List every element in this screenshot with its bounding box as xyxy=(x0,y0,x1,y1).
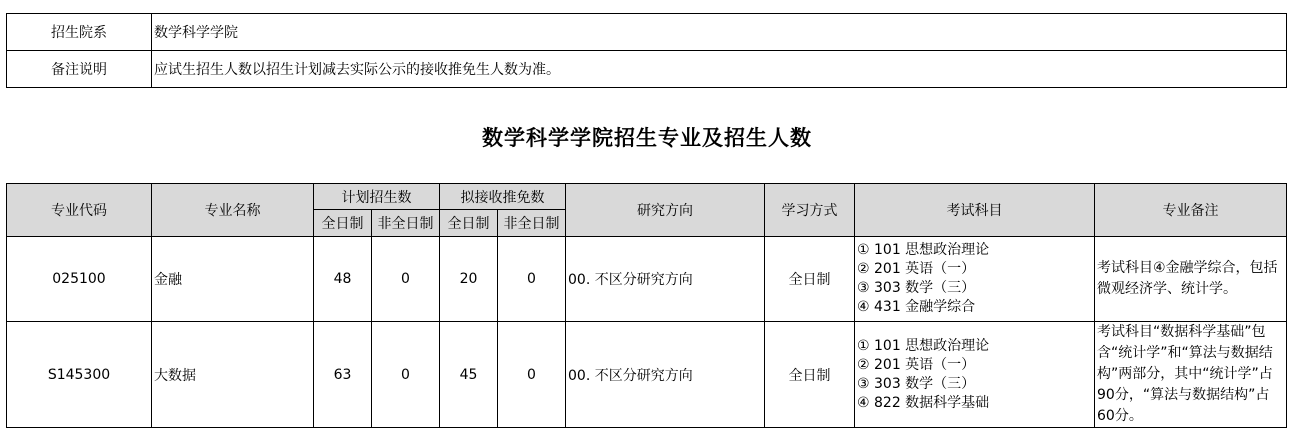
remark-value: 应试生招生人数以招生计划减去实际公示的接收推免生人数为准。 xyxy=(152,51,1287,88)
table-header-row xyxy=(7,184,1287,210)
header-major-code: 专业代码 xyxy=(7,184,152,237)
recommend-full-time-cell: 45 xyxy=(440,322,498,428)
recommend-full-time-cell: 20 xyxy=(440,237,498,322)
plan-full-time-cell: 48 xyxy=(314,237,372,322)
remark-label: 备注说明 xyxy=(7,51,152,88)
exam-subject-item: ② 201 英语（一） xyxy=(857,356,976,373)
plan-part-time-cell: 0 xyxy=(372,237,440,322)
study-mode-cell: 全日制 xyxy=(765,237,855,322)
recommend-part-time-cell: 0 xyxy=(498,237,566,322)
exam-subjects-cell xyxy=(855,322,1095,428)
table-row xyxy=(7,237,1287,322)
header-recommended-admission: 拟接收推免数 xyxy=(440,184,566,210)
info-row-remark xyxy=(7,51,1287,88)
department-value: 数学科学学院 xyxy=(152,14,1287,51)
enrollment-info-table xyxy=(6,13,1287,88)
exam-subject-item: ③ 303 数学（三） xyxy=(857,375,976,392)
major-code-cell: 025100 xyxy=(7,237,152,322)
research-direction-cell: 00. 不区分研究方向 xyxy=(566,322,765,428)
table-row xyxy=(7,322,1287,428)
study-mode-cell: 全日制 xyxy=(765,322,855,428)
exam-subject-item: ② 201 英语（一） xyxy=(857,261,976,277)
exam-subject-item: ④ 822 数据科学基础 xyxy=(857,394,990,411)
plan-full-time-cell: 63 xyxy=(314,322,372,428)
major-note-cell: 考试科目“数据科学基础”包含“统计学”和“算法与数据结构”两部分，其中“统计学”占90分，“算法与数据结构”占60分。 xyxy=(1095,322,1287,428)
recommend-part-time-cell: 0 xyxy=(498,322,566,428)
major-note-cell: 考试科目④金融学综合，包括微观经济学、统计学。 xyxy=(1095,237,1287,322)
exam-subject-item: ③ 303 数学（三） xyxy=(857,280,976,296)
exam-subjects-cell xyxy=(855,237,1095,322)
major-name-cell: 大数据 xyxy=(152,322,314,428)
subheader-recommend-full-time: 全日制 xyxy=(440,210,498,237)
plan-part-time-cell: 0 xyxy=(372,322,440,428)
major-enrollment-table xyxy=(6,183,1287,428)
major-name-cell: 金融 xyxy=(152,237,314,322)
info-row-department xyxy=(7,14,1287,51)
header-major-note: 专业备注 xyxy=(1095,184,1287,237)
major-code-cell: S145300 xyxy=(7,322,152,428)
subheader-recommend-part-time: 非全日制 xyxy=(498,210,566,237)
research-direction-cell: 00. 不区分研究方向 xyxy=(566,237,765,322)
header-planned-enrollment: 计划招生数 xyxy=(314,184,440,210)
exam-subject-item: ① 101 思想政治理论 xyxy=(857,337,990,354)
department-label: 招生院系 xyxy=(7,14,152,51)
exam-subject-item: ① 101 思想政治理论 xyxy=(857,242,990,258)
subheader-plan-full-time: 全日制 xyxy=(314,210,372,237)
header-research-direction: 研究方向 xyxy=(566,184,765,237)
header-major-name: 专业名称 xyxy=(152,184,314,237)
subheader-plan-part-time: 非全日制 xyxy=(372,210,440,237)
header-study-mode: 学习方式 xyxy=(765,184,855,237)
header-exam-subjects: 考试科目 xyxy=(855,184,1095,237)
page-title: 数学科学学院招生专业及招生人数 xyxy=(482,126,812,150)
exam-subject-item: ④ 431 金融学综合 xyxy=(857,299,976,315)
